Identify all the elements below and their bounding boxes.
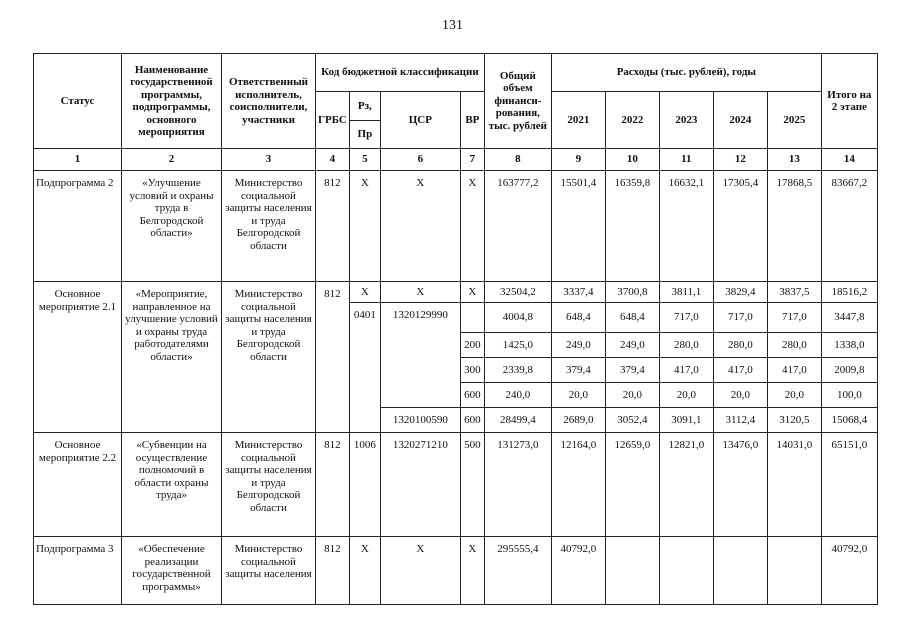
rzpr-cell: 1006 bbox=[349, 433, 380, 537]
stage-total-cell: 15068,4 bbox=[821, 408, 877, 433]
col-number: 10 bbox=[605, 149, 659, 171]
header-rzpr bbox=[349, 92, 380, 149]
header-2021: 2021 bbox=[551, 92, 605, 149]
value-2024: 20,0 bbox=[713, 383, 767, 408]
table-row bbox=[34, 537, 878, 605]
value-2024: 13476,0 bbox=[713, 433, 767, 537]
value-2025: 14031,0 bbox=[767, 433, 821, 537]
value-2022: 16359,8 bbox=[605, 171, 659, 282]
header-2025: 2025 bbox=[767, 92, 821, 149]
header-status: Статус bbox=[34, 54, 122, 149]
value-2021: 40792,0 bbox=[551, 537, 605, 605]
value-2025: 17868,5 bbox=[767, 171, 821, 282]
value-2023: 3811,1 bbox=[659, 282, 713, 303]
value-2021: 2689,0 bbox=[551, 408, 605, 433]
total-cell: 163777,2 bbox=[484, 171, 551, 282]
col-number: 4 bbox=[316, 149, 350, 171]
stage-total-cell: 100,0 bbox=[821, 383, 877, 408]
grbs-cell: 812 bbox=[316, 282, 350, 433]
value-2022: 20,0 bbox=[605, 383, 659, 408]
value-2024 bbox=[713, 537, 767, 605]
status-cell: Основное мероприятие 2.1 bbox=[34, 282, 122, 433]
value-2024: 417,0 bbox=[713, 358, 767, 383]
rzpr-cell: Х bbox=[349, 171, 380, 282]
header-pr: Пр bbox=[357, 128, 373, 140]
grbs-cell: 812 bbox=[316, 537, 350, 605]
csr-cell: 1320100590 bbox=[380, 408, 460, 433]
value-2022: 3052,4 bbox=[605, 408, 659, 433]
col-number: 6 bbox=[380, 149, 460, 171]
value-2021: 20,0 bbox=[551, 383, 605, 408]
value-2025: 280,0 bbox=[767, 333, 821, 358]
header-name: Наименование государственной программы, подпрограммы, основного мероприятия bbox=[122, 54, 222, 149]
name-cell: «Субвенции на осуществление полномочий в области охраны труда» bbox=[122, 433, 222, 537]
responsible-cell: Министерство социальной защиты населения и труда Белгородской области bbox=[222, 171, 316, 282]
header-2023: 2023 bbox=[659, 92, 713, 149]
stage-total-cell: 1338,0 bbox=[821, 333, 877, 358]
value-2023: 3091,1 bbox=[659, 408, 713, 433]
csr-cell: 1320129990 bbox=[380, 303, 460, 408]
responsible-cell: Министерство социальной защиты населения и труда Белгородской области bbox=[222, 282, 316, 433]
name-cell: «Обеспечение реализации государственной программы» bbox=[122, 537, 222, 605]
name-cell: «Мероприятие, направленное на улучшение условий и охраны труда работодателями области» bbox=[122, 282, 222, 433]
value-2024: 280,0 bbox=[713, 333, 767, 358]
col-number: 12 bbox=[713, 149, 767, 171]
stage-total-cell: 3447,8 bbox=[821, 303, 877, 333]
value-2022 bbox=[605, 537, 659, 605]
csr-cell: 1320271210 bbox=[380, 433, 460, 537]
stage-total-cell: 65151,0 bbox=[821, 433, 877, 537]
stage-total-cell: 18516,2 bbox=[821, 282, 877, 303]
value-2024: 3829,4 bbox=[713, 282, 767, 303]
col-number: 14 bbox=[821, 149, 877, 171]
value-2025: 3120,5 bbox=[767, 408, 821, 433]
table-row bbox=[34, 282, 878, 303]
csr-cell: Х bbox=[380, 282, 460, 303]
value-2025: 3837,5 bbox=[767, 282, 821, 303]
col-number: 13 bbox=[767, 149, 821, 171]
value-2021: 12164,0 bbox=[551, 433, 605, 537]
value-2024: 3112,4 bbox=[713, 408, 767, 433]
stage-total-cell: 2009,8 bbox=[821, 358, 877, 383]
grbs-cell: 812 bbox=[316, 433, 350, 537]
header-responsible: Ответственный исполнитель, соисполнители, участники bbox=[222, 54, 316, 149]
value-2023: 20,0 bbox=[659, 383, 713, 408]
col-number: 7 bbox=[460, 149, 484, 171]
value-2021: 249,0 bbox=[551, 333, 605, 358]
value-2025: 717,0 bbox=[767, 303, 821, 333]
rzpr-cell: Х bbox=[349, 282, 380, 303]
value-2021: 3337,4 bbox=[551, 282, 605, 303]
vr-cell: 500 bbox=[460, 433, 484, 537]
value-2024: 717,0 bbox=[713, 303, 767, 333]
table-row bbox=[34, 433, 878, 537]
vr-cell bbox=[460, 303, 484, 333]
vr-cell: 300 bbox=[460, 358, 484, 383]
total-cell: 2339,8 bbox=[484, 358, 551, 383]
stage-total-cell: 40792,0 bbox=[821, 537, 877, 605]
value-2025: 417,0 bbox=[767, 358, 821, 383]
status-cell: Подпрограмма 3 bbox=[34, 537, 122, 605]
column-numbers-row bbox=[34, 149, 878, 171]
vr-cell: 600 bbox=[460, 383, 484, 408]
header-budget-code: Код бюджетной классификации bbox=[316, 54, 485, 92]
col-number: 5 bbox=[349, 149, 380, 171]
total-cell: 131273,0 bbox=[484, 433, 551, 537]
col-number: 1 bbox=[34, 149, 122, 171]
value-2025: 20,0 bbox=[767, 383, 821, 408]
csr-cell: Х bbox=[380, 171, 460, 282]
vr-cell: 200 bbox=[460, 333, 484, 358]
col-number: 2 bbox=[122, 149, 222, 171]
header-rz: Рз, bbox=[350, 92, 380, 121]
vr-cell: 600 bbox=[460, 408, 484, 433]
header-total: Общий объем финанси-рования, тыс. рублей bbox=[484, 54, 551, 149]
vr-cell: Х bbox=[460, 171, 484, 282]
value-2021: 15501,4 bbox=[551, 171, 605, 282]
program-funding-table bbox=[33, 53, 878, 605]
header-expenses: Расходы (тыс. рублей), годы bbox=[551, 54, 821, 92]
header-2022: 2022 bbox=[605, 92, 659, 149]
responsible-cell: Министерство социальной защиты населения bbox=[222, 537, 316, 605]
value-2021: 648,4 bbox=[551, 303, 605, 333]
total-cell: 28499,4 bbox=[484, 408, 551, 433]
rzpr-cell: 0401 bbox=[349, 303, 380, 433]
col-number: 11 bbox=[659, 149, 713, 171]
grbs-cell: 812 bbox=[316, 171, 350, 282]
stage-total-cell: 83667,2 bbox=[821, 171, 877, 282]
value-2023: 12821,0 bbox=[659, 433, 713, 537]
value-2023: 417,0 bbox=[659, 358, 713, 383]
header-grbs: ГРБС bbox=[316, 92, 350, 149]
value-2023: 280,0 bbox=[659, 333, 713, 358]
csr-cell: Х bbox=[380, 537, 460, 605]
total-cell: 295555,4 bbox=[484, 537, 551, 605]
name-cell: «Улучшение условий и охраны труда в Белгородской области» bbox=[122, 171, 222, 282]
header-stage-total: Итого на 2 этапе bbox=[821, 54, 877, 149]
total-cell: 32504,2 bbox=[484, 282, 551, 303]
header-2024: 2024 bbox=[713, 92, 767, 149]
total-cell: 4004,8 bbox=[484, 303, 551, 333]
col-number: 8 bbox=[484, 149, 551, 171]
col-number: 9 bbox=[551, 149, 605, 171]
col-number: 3 bbox=[222, 149, 316, 171]
status-cell: Подпрограмма 2 bbox=[34, 171, 122, 282]
table-row bbox=[34, 171, 878, 282]
value-2023: 717,0 bbox=[659, 303, 713, 333]
value-2023 bbox=[659, 537, 713, 605]
header-vr: ВР bbox=[460, 92, 484, 149]
total-cell: 1425,0 bbox=[484, 333, 551, 358]
value-2022: 12659,0 bbox=[605, 433, 659, 537]
total-cell: 240,0 bbox=[484, 383, 551, 408]
value-2021: 379,4 bbox=[551, 358, 605, 383]
value-2023: 16632,1 bbox=[659, 171, 713, 282]
vr-cell: Х bbox=[460, 282, 484, 303]
value-2022: 249,0 bbox=[605, 333, 659, 358]
header-csr: ЦСР bbox=[380, 92, 460, 149]
value-2025 bbox=[767, 537, 821, 605]
vr-cell: Х bbox=[460, 537, 484, 605]
value-2022: 648,4 bbox=[605, 303, 659, 333]
status-cell: Основное мероприятие 2.2 bbox=[34, 433, 122, 537]
page-number: 131 bbox=[442, 18, 463, 33]
responsible-cell: Министерство социальной защиты населения и труда Белгородской области bbox=[222, 433, 316, 537]
value-2022: 3700,8 bbox=[605, 282, 659, 303]
value-2024: 17305,4 bbox=[713, 171, 767, 282]
rzpr-cell: Х bbox=[349, 537, 380, 605]
value-2022: 379,4 bbox=[605, 358, 659, 383]
